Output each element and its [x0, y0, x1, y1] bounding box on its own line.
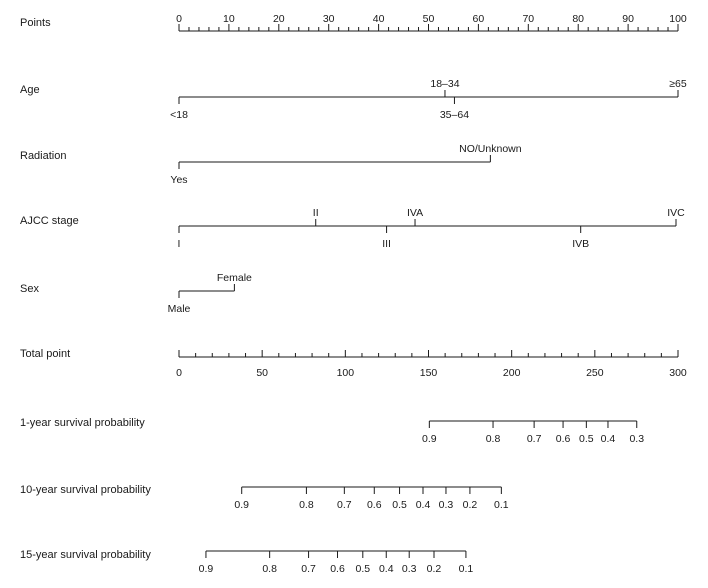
age-level-label-0: <18	[170, 109, 188, 121]
surv1-tick-label-1: 0.8	[485, 433, 501, 445]
surv15-tick-label-7: 0.2	[426, 563, 442, 575]
surv15-tick-label-2: 0.7	[301, 563, 316, 575]
surv10-tick-label-3: 0.6	[366, 499, 382, 511]
total-tick-label-150: 150	[419, 367, 438, 379]
total-tick-label-100: 100	[336, 367, 355, 379]
points-tick-label-60: 60	[472, 13, 485, 25]
total-tick-label-300: 300	[669, 367, 687, 379]
ajcc-level-label-3: IVA	[406, 207, 424, 219]
ajcc-level-label-0: I	[177, 238, 181, 250]
surv15-tick-label-4: 0.5	[355, 563, 371, 575]
total-tick-label-0: 0	[176, 367, 182, 379]
age-level-label-2: 35–64	[439, 109, 470, 121]
points-tick-label-100: 100	[669, 13, 687, 25]
points-tick-label-20: 20	[272, 13, 285, 25]
total-tick-label-250: 250	[586, 367, 604, 379]
surv1-row-label: 1-year survival probability	[20, 417, 145, 429]
surv10-tick-label-6: 0.3	[438, 499, 454, 511]
total-tick-label-50: 50	[256, 367, 269, 379]
surv15-tick-label-5: 0.4	[378, 563, 394, 575]
radiation-level-label-0: Yes	[170, 174, 188, 186]
surv10-tick-label-5: 0.4	[415, 499, 431, 511]
points-tick-label-80: 80	[572, 13, 585, 25]
surv10-row-label: 10-year survival probability	[20, 484, 151, 496]
surv10-tick-label-1: 0.8	[299, 499, 314, 511]
radiation-level-label-1: NO/Unknown	[459, 143, 522, 155]
sex-row-label: Sex	[20, 283, 39, 295]
surv10-tick-label-4: 0.5	[392, 499, 407, 511]
surv1-tick-label-0: 0.9	[422, 433, 437, 445]
points-tick-label-90: 90	[622, 13, 634, 25]
age-level-label-1: 18–34	[430, 78, 460, 90]
surv15-tick-label-1: 0.8	[262, 563, 277, 575]
age-row-label: Age	[20, 84, 40, 96]
total-row-label: Total point	[20, 348, 71, 360]
surv15-tick-label-3: 0.6	[330, 563, 345, 575]
ajcc-level-label-1: II	[312, 207, 319, 219]
points-tick-label-30: 30	[322, 13, 335, 25]
total-tick-label-200: 200	[502, 367, 521, 379]
points-tick-label-10: 10	[223, 13, 235, 25]
surv10-tick-label-2: 0.7	[337, 499, 352, 511]
points-row-label: Points	[20, 17, 51, 29]
ajcc-level-label-5: IVC	[667, 207, 685, 219]
sex-level-label-0: Male	[167, 303, 191, 315]
surv15-tick-label-8: 0.1	[458, 563, 474, 575]
points-tick-label-50: 50	[422, 13, 435, 25]
surv10-tick-label-7: 0.2	[462, 499, 478, 511]
surv1-tick-label-3: 0.6	[555, 433, 571, 445]
surv15-tick-label-0: 0.9	[198, 563, 214, 575]
ajcc-row-label: AJCC stage	[20, 215, 79, 227]
points-tick-label-70: 70	[522, 13, 535, 25]
surv1-tick-label-5: 0.4	[600, 433, 616, 445]
surv15-row-label: 15-year survival probability	[20, 549, 151, 561]
surv1-tick-label-6: 0.3	[629, 433, 645, 445]
points-tick-label-40: 40	[372, 13, 385, 25]
sex-level-label-1: Female	[216, 272, 252, 284]
radiation-row-label: Radiation	[20, 150, 67, 162]
ajcc-level-label-4: IVB	[572, 238, 590, 250]
surv10-tick-label-0: 0.9	[234, 499, 250, 511]
surv10-tick-label-8: 0.1	[494, 499, 509, 511]
surv1-tick-label-2: 0.7	[526, 433, 542, 445]
age-level-label-3: ≥65	[669, 78, 687, 90]
points-tick-label-0: 0	[176, 13, 182, 25]
surv1-tick-label-4: 0.5	[579, 433, 594, 445]
ajcc-level-label-2: III	[382, 238, 391, 250]
surv15-tick-label-6: 0.3	[401, 563, 417, 575]
